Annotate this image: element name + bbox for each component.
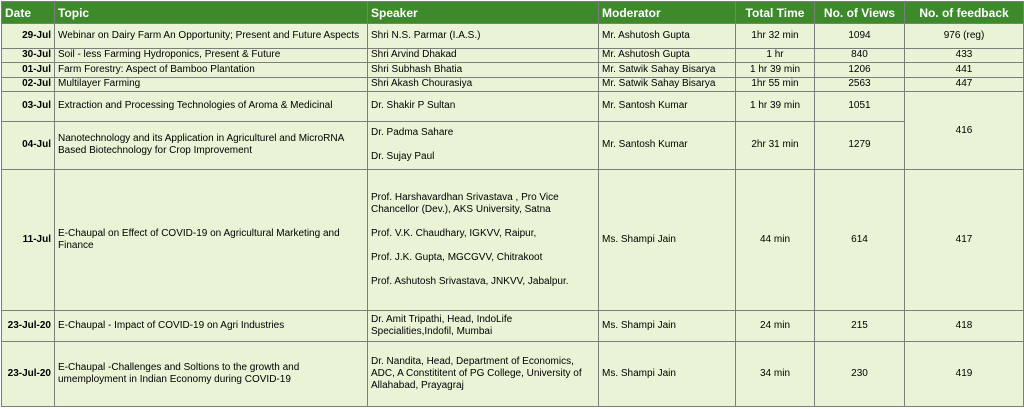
header-date: Date — [2, 2, 55, 24]
cell-topic: Multilayer Farming — [55, 77, 368, 91]
cell-topic: E-Chaupal on Effect of COVID-19 on Agricultural Marketing and Finance — [55, 170, 368, 311]
speaker-name: Prof. Ashutosh Srivastava, JNKVV, Jabalpur. — [371, 276, 569, 288]
cell-moderator: Ms. Shampi Jain — [599, 170, 736, 311]
cell-moderator: Ms. Shampi Jain — [599, 311, 736, 342]
cell-feedback: 433 — [905, 48, 1024, 62]
cell-total-time: 44 min — [736, 170, 815, 311]
cell-total-time: 2hr 31 min — [736, 121, 815, 169]
cell-moderator: Ms. Shampi Jain — [599, 342, 736, 407]
cell-views: 840 — [815, 48, 905, 62]
cell-date: 03-Jul — [2, 91, 55, 121]
table-row — [2, 63, 1024, 77]
speaker-name: Prof. J.K. Gupta, MGCGVV, Chitrakoot — [371, 252, 543, 264]
cell-total-time: 1 hr — [736, 48, 815, 62]
table-row — [2, 24, 1024, 49]
header-topic: Topic — [55, 2, 368, 24]
cell-topic: Extraction and Processing Technologies of Aroma & Medicinal — [55, 91, 368, 121]
cell-topic: E-Chaupal - Impact of COVID-19 on Agri Industries — [55, 311, 368, 342]
cell-topic: Farm Forestry: Aspect of Bamboo Plantation — [55, 63, 368, 77]
cell-views: 1206 — [815, 63, 905, 77]
cell-total-time: 1hr 55 min — [736, 77, 815, 91]
cell-speaker: Dr. Nandita, Head, Department of Economics, ADC, A Constititent of PG College, University of Allahabad, Prayagraj — [368, 342, 599, 407]
speaker-name: Prof. V.K. Chaudhary, IGKVV, Raipur, — [371, 228, 537, 240]
header-moderator: Moderator — [599, 2, 736, 24]
speaker-name: Prof. Harshavardhan Srivastava , Pro Vice Chancellor (Dev.), AKS University, Satna — [371, 192, 559, 216]
cell-views: 1094 — [815, 24, 905, 49]
cell-feedback: 418 — [905, 311, 1024, 342]
speaker-name: Dr. Sujay Paul — [371, 151, 435, 163]
table-row — [2, 121, 1024, 169]
cell-total-time: 1 hr 39 min — [736, 63, 815, 77]
cell-topic: Soil - less Farming Hydroponics, Present & Future — [55, 48, 368, 62]
cell-speaker: Dr. Amit Tripathi, Head, IndoLife Specialities,Indofil, Mumbai — [368, 311, 599, 342]
cell-speaker: Shri Arvind Dhakad — [368, 48, 599, 62]
cell-speaker — [368, 121, 599, 169]
speaker-name: Dr. Padma Sahare — [371, 127, 454, 139]
cell-views: 215 — [815, 311, 905, 342]
table-row — [2, 170, 1024, 311]
cell-speaker: Shri Akash Chourasiya — [368, 77, 599, 91]
cell-speaker: Shri N.S. Parmar (I.A.S.) — [368, 24, 599, 49]
cell-date: 02-Jul — [2, 77, 55, 91]
cell-date: 30-Jul — [2, 48, 55, 62]
cell-topic: E-Chaupal -Challenges and Soltions to the growth and umemployment in Indian Economy during COVID-19 — [55, 342, 368, 407]
table-row — [2, 91, 1024, 121]
cell-date: 04-Jul — [2, 121, 55, 169]
cell-date: 29-Jul — [2, 24, 55, 49]
table-row — [2, 311, 1024, 342]
cell-feedback: 976 (reg) — [905, 24, 1024, 49]
cell-speaker: Dr. Shakir P Sultan — [368, 91, 599, 121]
cell-date: 01-Jul — [2, 63, 55, 77]
cell-feedback: 419 — [905, 342, 1024, 407]
cell-feedback: 417 — [905, 170, 1024, 311]
cell-moderator: Mr. Satwik Sahay Bisarya — [599, 63, 736, 77]
header-total-time: Total Time — [736, 2, 815, 24]
cell-views: 1051 — [815, 91, 905, 121]
webinar-table — [1, 1, 1024, 407]
cell-moderator: Mr. Ashutosh Gupta — [599, 24, 736, 49]
cell-feedback: 416 — [905, 91, 1024, 169]
cell-topic: Webinar on Dairy Farm An Opportunity; Present and Future Aspects — [55, 24, 368, 49]
cell-topic: Nanotechnology and its Application in Agriculturel and MicroRNA Based Biotechnology for Crop Improvement — [55, 121, 368, 169]
header-row — [2, 2, 1024, 24]
cell-date: 11-Jul — [2, 170, 55, 311]
cell-total-time: 1 hr 39 min — [736, 91, 815, 121]
cell-feedback: 441 — [905, 63, 1024, 77]
cell-date: 23-Jul-20 — [2, 342, 55, 407]
cell-views: 614 — [815, 170, 905, 311]
cell-speaker: Shri Subhash Bhatia — [368, 63, 599, 77]
cell-total-time: 1hr 32 min — [736, 24, 815, 49]
header-views: No. of Views — [815, 2, 905, 24]
cell-moderator: Mr. Santosh Kumar — [599, 91, 736, 121]
cell-speaker — [368, 170, 599, 311]
cell-moderator: Mr. Ashutosh Gupta — [599, 48, 736, 62]
cell-feedback: 447 — [905, 77, 1024, 91]
table-row — [2, 77, 1024, 91]
cell-total-time: 24 min — [736, 311, 815, 342]
cell-views: 1279 — [815, 121, 905, 169]
table-row — [2, 342, 1024, 407]
table-row — [2, 48, 1024, 62]
header-speaker: Speaker — [368, 2, 599, 24]
cell-date: 23-Jul-20 — [2, 311, 55, 342]
cell-views: 230 — [815, 342, 905, 407]
cell-views: 2563 — [815, 77, 905, 91]
cell-total-time: 34 min — [736, 342, 815, 407]
header-feedback: No. of feedback — [905, 2, 1024, 24]
cell-moderator: Mr. Satwik Sahay Bisarya — [599, 77, 736, 91]
cell-moderator: Mr. Santosh Kumar — [599, 121, 736, 169]
